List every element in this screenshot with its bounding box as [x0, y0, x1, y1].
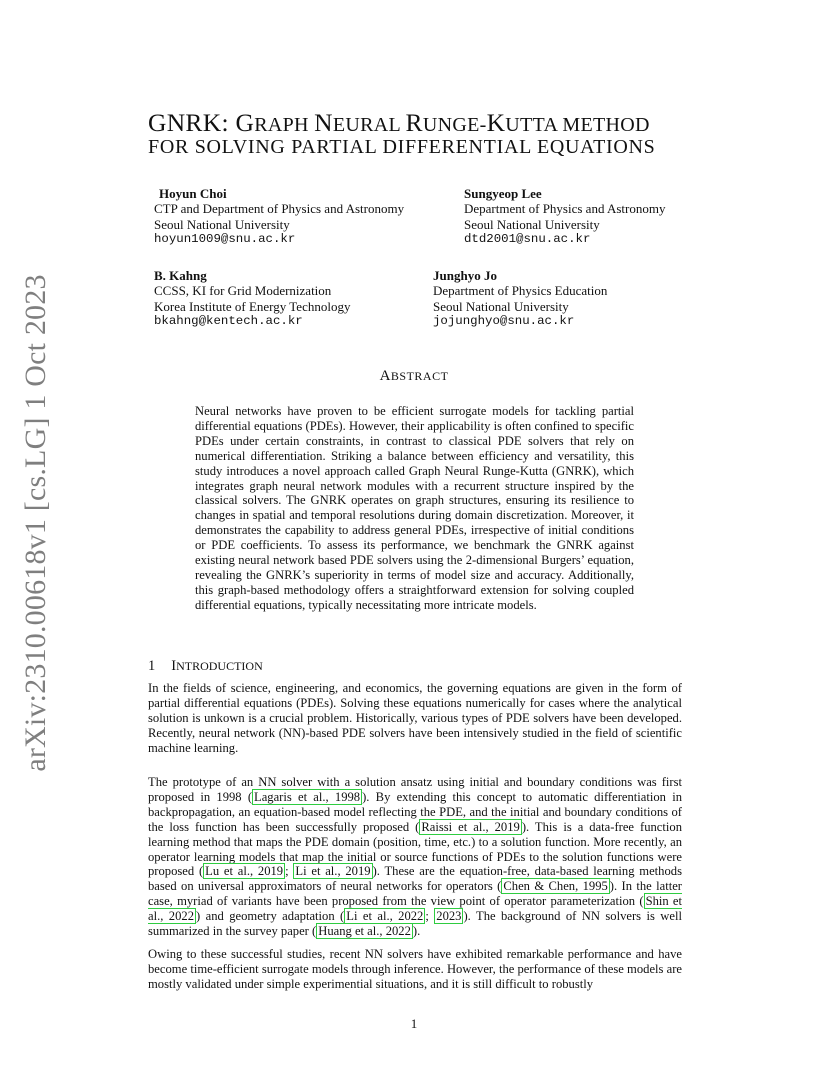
author-email[interactable]: jojunghyo@snu.ac.kr: [433, 314, 575, 329]
author-block: [464, 186, 665, 248]
author-email[interactable]: dtd2001@snu.ac.kr: [464, 232, 591, 247]
citation-link[interactable]: Li et al., 2019: [295, 864, 371, 879]
abstract-heading: ABSTRACT: [379, 368, 449, 384]
author-affiliation: CTP and Department of Physics and Astronomy: [154, 201, 405, 217]
section-heading: 1 INTRODUCTION: [148, 658, 263, 674]
author-block: [154, 186, 404, 248]
intro-paragraph-2: The prototype of an NN solver with a solution ansatz using initial and boundary conditions was first proposed in 1998 ( Lagaris et al., 1998 ). By extending this concept to automatic differentiation in backpropagation, an equation-based model reflecting the PDE, and the initial and boundary conditions of the loss function has been successfully proposed ( Raissi et al., 2019 ). This is a data-free function learning method that maps the PDE domain (position, time, etc.) to a solution function. More recently, an operator learning models that map the initial or source functions of PDEs to the solution functions were proposed ( Lu et al., 2019 ; Li et al., 2019 ). These are the equation-free, data-based learning methods based on universal approximators of neural networks for operators ( Chen & Chen, 1995 ). In the latter case, myriad of variants have been proposed from the view point of operator parameterization ( Shin et al., 2022 ) and geometry adaptation ( Li et al., 2022 ; 2023 ). The background of NN solvers is well summarized in the survey paper ( Huang et al., 2022 ).: [148, 775, 682, 939]
citation-link[interactable]: Raissi et al., 2019: [421, 819, 520, 834]
author-affiliation: Korea Institute of Energy Technology: [154, 298, 351, 314]
citation-link[interactable]: Lagaris et al., 1998: [254, 789, 361, 804]
citation-link[interactable]: 2023: [436, 909, 462, 924]
author-name: Hoyun Choi: [159, 186, 227, 201]
author-name: B. Kahng: [154, 268, 207, 283]
citation-link[interactable]: Lu et al., 2019: [205, 864, 284, 879]
intro-paragraph-1: In the fields of science, engineering, and economics, the governing equations are given in the form of partial differential equations (PDEs). Solving these equations numerically for cases where the analytical solution is unkown is a crucial problem. Historically, various types of PDE solvers have been developed. Recently, neural network (NN)-based PDE solvers have been intensively studied in the field of scientific machine learning.: [148, 681, 682, 755]
abstract-text: Neural networks have proven to be efficient surrogate models for tackling partial differential equations (PDEs). However, their applicability is often confined to specific PDEs under certain constraints, in contrast to classical PDE solvers that rely on numerical differentiation. Striking a balance between efficiency and versatility, this study introduces a novel approach called Graph Neural Runge-Kutta (GNRK), which integrates graph neural network modules with a recurrent structure inspired by the classical solvers. The GNRK operates on graph structures, ensuring its resilience to changes in spatial and temporal resolutions during domain discretization. Moreover, it demonstrates the capability to address general PDEs, irrespective of initial conditions or PDE coefficients. To assess its performance, we benchmark the GNRK against existing neural network based PDE solvers using the 2-dimensional Burgers’ equation, revealing the GNRK’s superiority in terms of model size and accuracy. Additionally, this graph-based methodology offers a straightforward extension for solving coupled differential equations, typically necessitating more intricate models.: [195, 404, 634, 612]
author-affiliation: Department of Physics and Astronomy: [464, 201, 666, 217]
paper-title-line2: FOR SOLVING PARTIAL DIFFERENTIAL EQUATIONS: [148, 136, 656, 158]
citation-link[interactable]: Huang et al., 2022: [318, 924, 411, 939]
author-affiliation: Seoul National University: [433, 298, 569, 314]
author-affiliation: Seoul National University: [464, 216, 600, 232]
author-email[interactable]: hoyun1009@snu.ac.kr: [154, 232, 296, 247]
author-email[interactable]: bkahng@kentech.ac.kr: [154, 314, 303, 329]
author-affiliation: Seoul National University: [154, 216, 290, 232]
author-affiliation: Department of Physics Education: [433, 283, 608, 299]
author-affiliation: CCSS, KI for Grid Modernization: [154, 283, 332, 299]
citation-link[interactable]: Chen & Chen, 1995: [503, 879, 608, 894]
citation-link[interactable]: Li et al., 2022: [346, 909, 424, 924]
arxiv-id: arXiv:2310.00618v1 [cs.LG] 1 Oct 2023: [19, 274, 52, 772]
author-name: Sungyeop Lee: [464, 186, 542, 201]
author-name: Junghyo Jo: [433, 268, 497, 283]
author-block: [433, 268, 607, 330]
page-number: 1: [410, 1016, 418, 1031]
intro-paragraph-3: Owing to these successful studies, recent NN solvers have exhibited remarkable performance and have become time-efficient surrogate models through inference. However, the performance of these models are mostly validated under simple experimential situations, and it is still difficult to robustly: [148, 947, 682, 991]
paper-title-line1: GNRK: GRAPH NEURAL RUNGE-KUTTA METHOD: [148, 108, 650, 137]
citation-link[interactable]: Shin et al., 2022: [148, 894, 682, 924]
author-block: [154, 268, 350, 330]
